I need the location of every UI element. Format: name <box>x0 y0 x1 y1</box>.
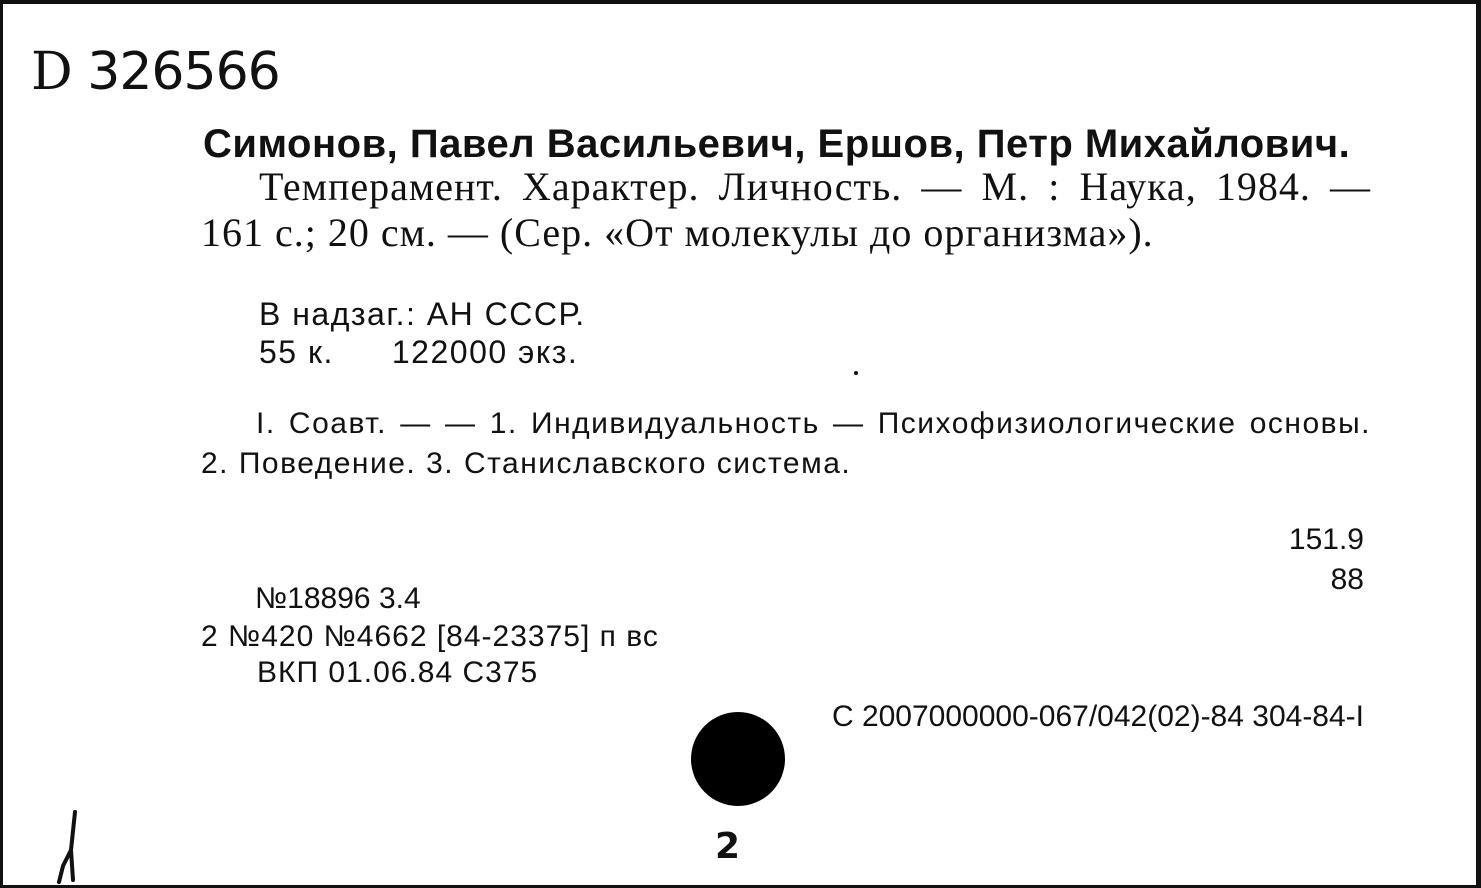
header-note: В надзаг.: АН СССР. <box>259 296 586 332</box>
punch-hole <box>691 712 785 806</box>
catalog-number-value: 326566 <box>87 42 280 102</box>
print-run: 122000 экз. <box>391 334 579 370</box>
publisher-code: С 2007000000-067/042(02)-84 304-84-I <box>831 700 1364 733</box>
record-line-1: №18896 3.4 <box>255 582 421 615</box>
classification-line-1: 151.9 <box>1288 523 1364 556</box>
price-line <box>259 334 578 371</box>
author-heading: Симонов, Павел Васильевич, Ершов, Петр Михайлович. <box>203 122 1351 166</box>
ink-dot <box>854 371 858 375</box>
classification-index <box>1289 520 1364 600</box>
record-line-3: ВКП 01.06.84 С375 <box>257 656 539 689</box>
record-line-2: 2 №420 №4662 [84-23375] п вс <box>201 620 659 653</box>
bibliographic-description: Темперамент. Характер. Личность. — М. : Наука, 1984. — 161 с.; 20 см. — (Сер. «От молекулы до организма»). <box>201 164 1371 255</box>
pen-stroke-icon <box>49 810 89 884</box>
catalog-prefix: D <box>31 42 72 102</box>
handwritten-mark: 2 <box>715 826 741 867</box>
price: 55 к. <box>259 334 334 370</box>
classification-line-2: 88 <box>1330 563 1364 596</box>
subject-headings: I. Соавт. — — 1. Индивидуальность — Психофизиологические основы. 2. Поведение. 3. Станиславского система. <box>201 407 1371 480</box>
catalog-number <box>31 42 280 102</box>
